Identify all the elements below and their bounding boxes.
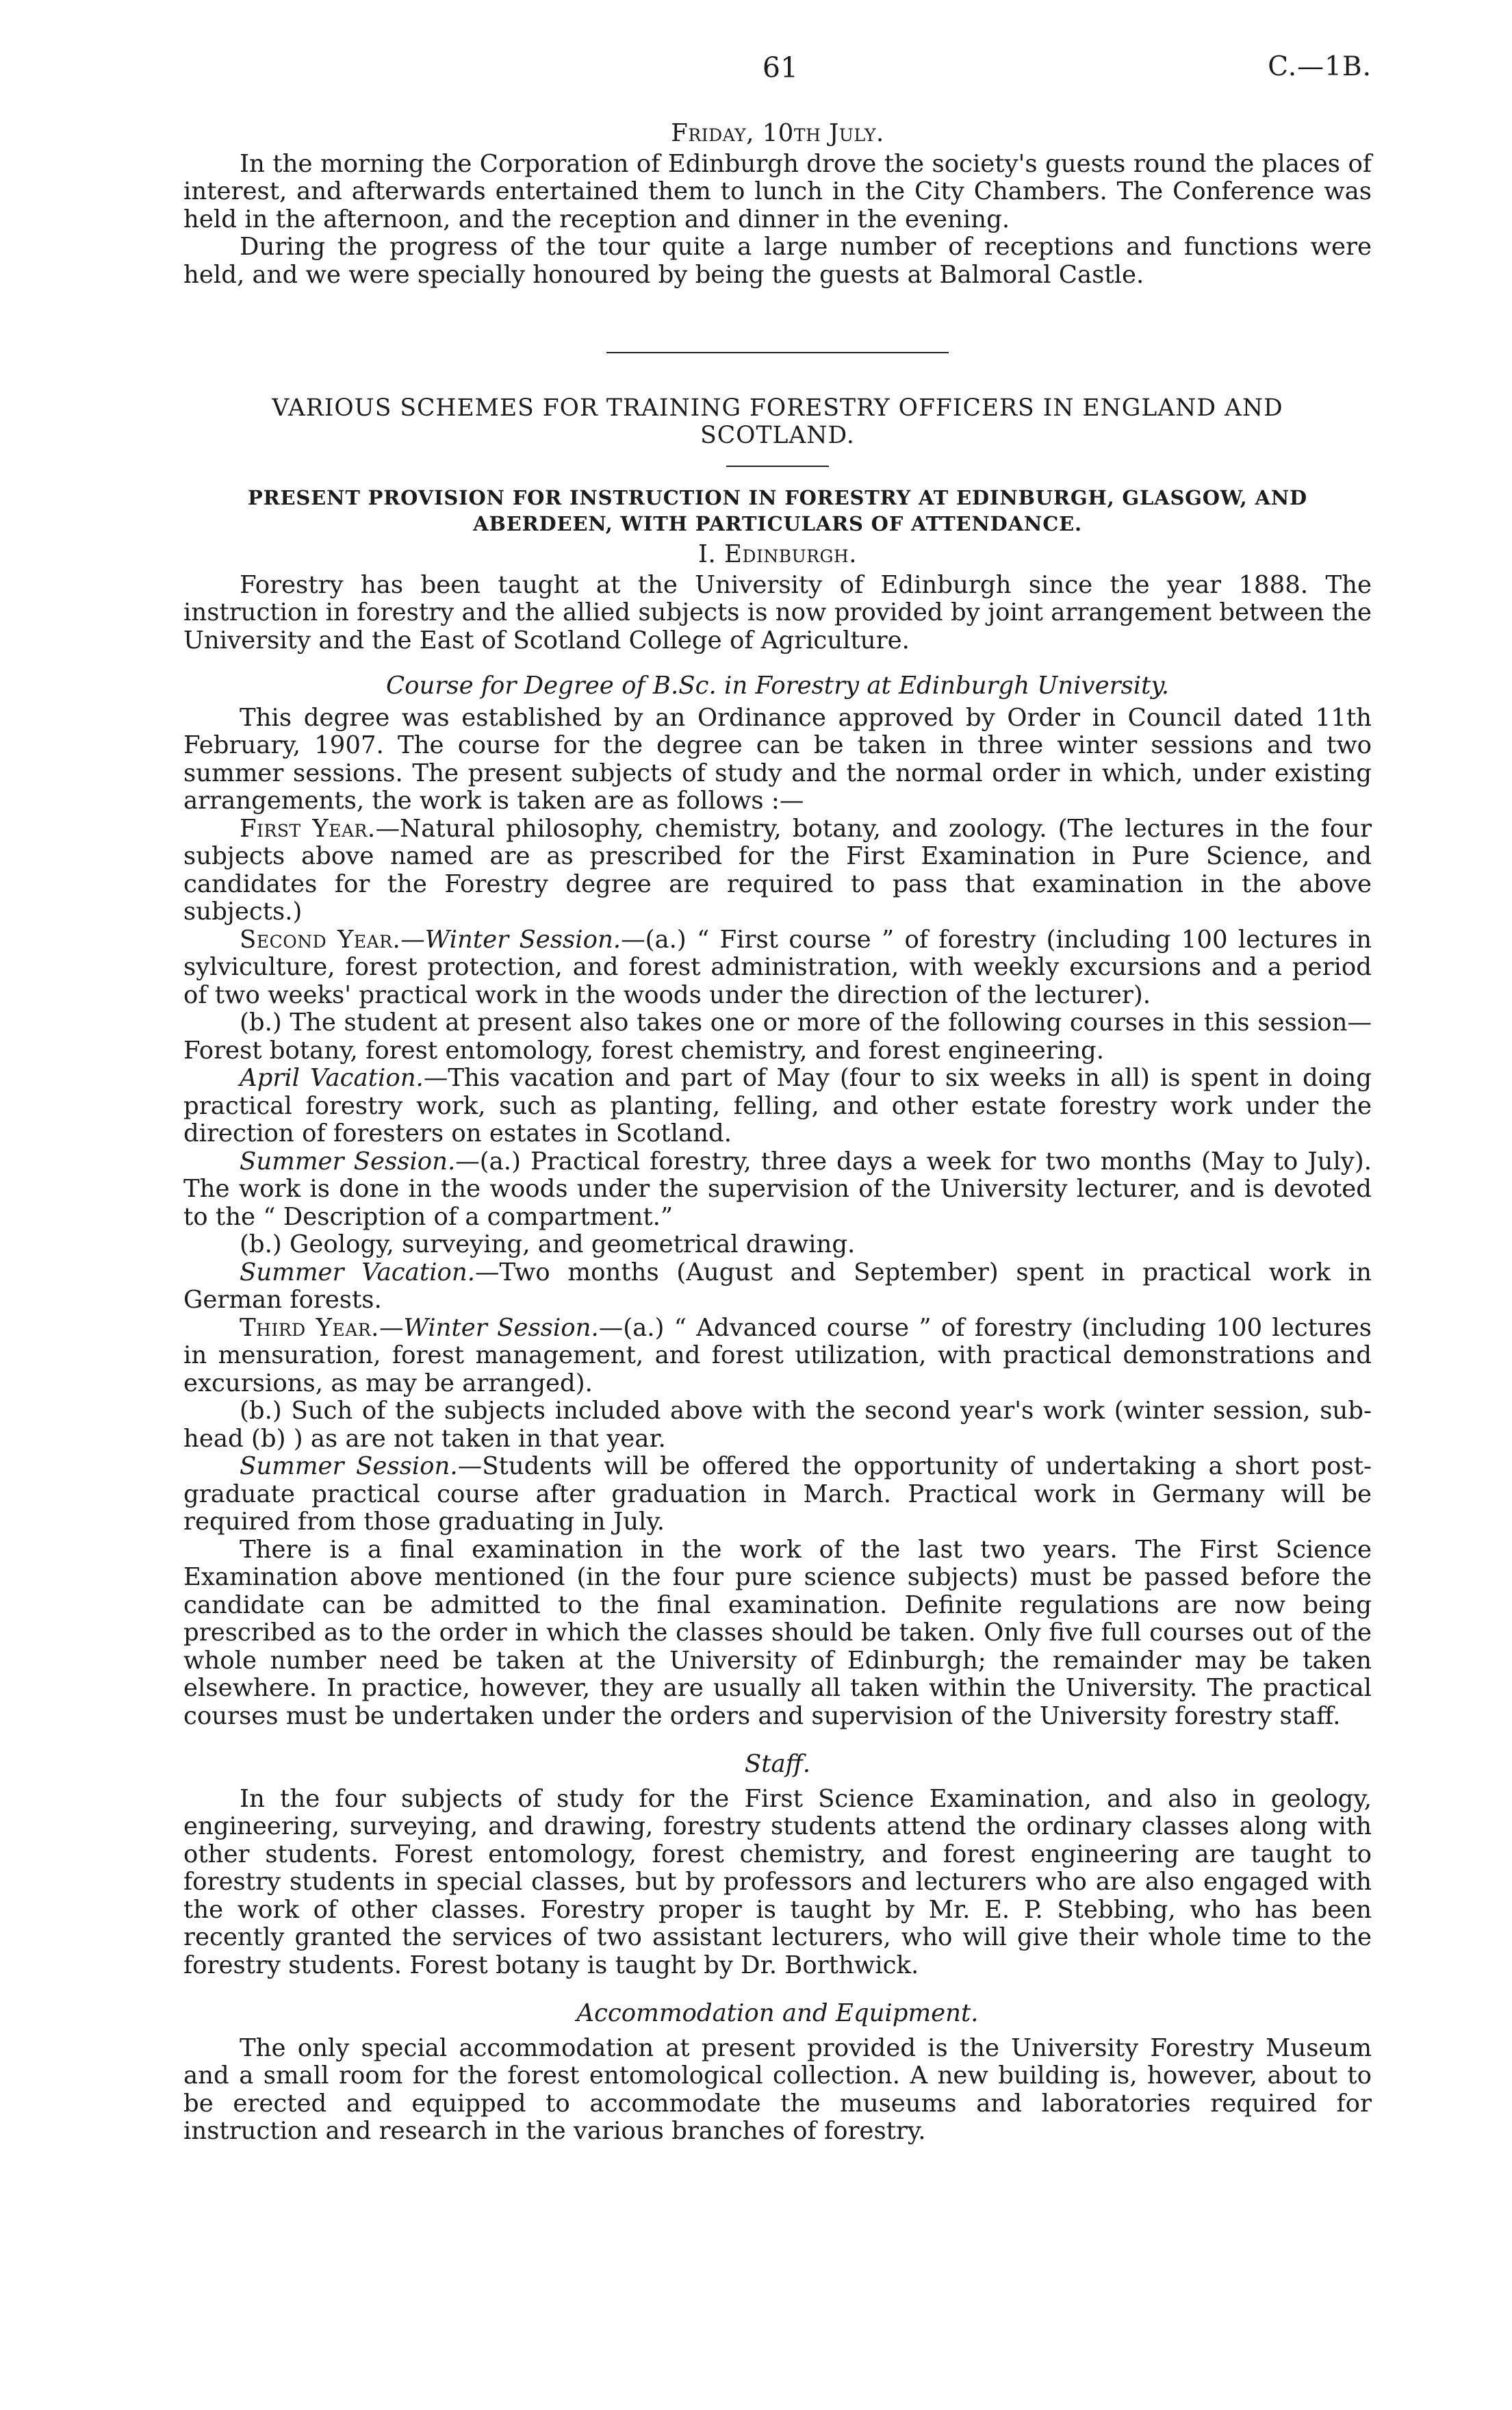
accommodation-heading: Accommodation and Equipment. bbox=[576, 1999, 979, 2027]
third-year-label: Third Year. bbox=[240, 1313, 379, 1342]
document-code: C.—1B. bbox=[1268, 51, 1372, 82]
final-exam-paragraph: There is a final examination in the work of the last two years. The First Science Examination above mentioned (in the four pure science subjects) must be passed before the candidate can be admitted to the final examination. Definite regulations are now being prescribed as to the order in which the classes should be taken. Only five full courses out of the whole number need be taken at the University of Edinburgh; the remainder may be taken elsewhere. In practice, however, they are usually all taken within the University. The practical courses must be undertaken under the orders and supervision of the University forestry staff. bbox=[183, 1535, 1372, 1730]
april-vacation-paragraph bbox=[183, 1065, 1372, 1148]
summer-session-label: Summer Session. bbox=[240, 1147, 456, 1176]
page-content bbox=[183, 120, 1372, 2146]
subtitle: PRESENT PROVISION FOR INSTRUCTION IN FORESTRY AT EDINBURGH, GLASGOW, AND ABERDEEN, WITH PARTICULARS OF ATTENDANCE. bbox=[247, 486, 1308, 535]
staff-heading: Staff. bbox=[744, 1750, 811, 1778]
second-year-label: Second Year. bbox=[240, 925, 401, 954]
summer-vacation-label: Summer Vacation. bbox=[240, 1258, 475, 1286]
april-vacation-label: April Vacation. bbox=[240, 1064, 424, 1092]
second-year-text: —(a.) “ First course ” of forestry (including 100 lectures in sylviculture, forest protection, and forest administration, with weekly excursions and a period of two weeks' practical work in the woods under the direction of the lecturer). bbox=[183, 925, 1372, 1009]
summer-vacation-text: —Two months (August and September) spent in practical work in German forests. bbox=[183, 1258, 1372, 1314]
date-heading: Friday, 10th July. bbox=[671, 119, 884, 147]
first-year-label: First Year. bbox=[240, 814, 376, 843]
third-summer-label: Summer Session. bbox=[240, 1452, 458, 1480]
third-summer-text: —Students will be offered the opportunity of undertaking a short post-graduate practical course after graduation in March. Practical work in Germany will be required from those graduating in July. bbox=[183, 1452, 1372, 1536]
course-heading: Course for Degree of B.Sc. in Forestry at Edinburgh University. bbox=[385, 672, 1170, 700]
summer-session-paragraph bbox=[183, 1148, 1372, 1232]
summer-vacation-paragraph bbox=[183, 1259, 1372, 1315]
third-year-text: —(a.) “ Advanced course ” of forestry (including 100 lectures in mensuration, forest management, and forest utilization, with practical demonstrations and excursions, as may be arranged). bbox=[183, 1313, 1372, 1397]
first-year-paragraph bbox=[183, 815, 1372, 926]
accommodation-paragraph: The only special accommodation at present provided is the University Forestry Museum and a small room for the forest entomological collection. A new building is, however, about to be erected and equipped to accommodate the museums and laboratories required for instruction and research in the various branches of forestry. bbox=[183, 2033, 1372, 2145]
summer-session-b-paragraph: (b.) Geology, surveying, and geometrical drawing. bbox=[240, 1230, 856, 1258]
page-number: 61 bbox=[762, 51, 799, 84]
friday-paragraph-2: During the progress of the tour quite a large number of receptions and functions were held, and we were specially honoured by being the guests at Balmoral Castle. bbox=[183, 233, 1372, 289]
third-summer-paragraph bbox=[183, 1453, 1372, 1536]
main-title: VARIOUS SCHEMES FOR TRAINING FORESTRY OFFICERS IN ENGLAND AND SCOTLAND. bbox=[272, 394, 1283, 449]
summer-session-text: —(a.) Practical forestry, three days a week for two months (May to July). The work is done in the woods under the supervision of the University lecturer, and is devoted to the “ Description of a compartment.” bbox=[183, 1147, 1372, 1231]
second-year-b-paragraph: (b.) The student at present also takes one or more of the following courses in this session—Forest botany, forest entomology, forest chemistry, and forest engineering. bbox=[183, 1009, 1372, 1065]
first-year-text: —Natural philosophy, chemistry, botany, and zoology. (The lectures in the four subjects above named are as prescribed for the First Examination in Pure Science, and candidates for the Forestry degree are required to pass that examination in the above subjects.) bbox=[183, 814, 1372, 926]
friday-paragraph-1: In the morning the Corporation of Edinburgh drove the society's guests round the places of interest, and afterwards entertained them to lunch in the City Chambers. The Conference was held in the afternoon, and the reception and dinner in the evening. bbox=[183, 149, 1372, 233]
staff-paragraph: In the four subjects of study for the First Science Examination, and also in geology, engineering, surveying, and drawing, forestry students attend the ordinary classes along with other students. Forest entomology, forest chemistry, and forest engineering are taught to forestry students in special classes, but by professors and lecturers who are also engaged with the work of other classes. Forestry proper is taught by Mr. E. P. Stebbing, who has been recently granted the services of two assistant lecturers, who will give their whole time to the forestry students. Forest botany is taught by Dr. Borthwick. bbox=[183, 1784, 1372, 1979]
third-year-paragraph bbox=[183, 1315, 1372, 1398]
third-year-b-paragraph: (b.) Such of the subjects included above with the second year's work (winter session, sub-head (b) ) as are not taken in that year. bbox=[183, 1397, 1372, 1453]
second-year-session: —Winter Session. bbox=[400, 925, 622, 954]
degree-paragraph: This degree was established by an Ordinance approved by Order in Council dated 11th February, 1907. The course for the degree can be taken in three winter sessions and two summer sessions. The present subjects of study and the normal order in which, under existing arrangements, the work is taken are as follows :— bbox=[183, 703, 1372, 815]
edinburgh-intro: Forestry has been taught at the University of Edinburgh since the year 1888. The instruction in forestry and the allied subjects is now provided by joint arrangement between the University and the East of Scotland College of Agriculture. bbox=[183, 570, 1372, 655]
second-year-paragraph bbox=[183, 926, 1372, 1010]
third-year-session: —Winter Session. bbox=[379, 1313, 599, 1342]
april-vacation-text: —This vacation and part of May (four to six weeks in all) is spent in doing practical forestry work, such as planting, felling, and other estate forestry work under the direction of foresters on estates in Scotland. bbox=[183, 1064, 1372, 1147]
section-heading: I. Edinburgh. bbox=[697, 540, 858, 568]
